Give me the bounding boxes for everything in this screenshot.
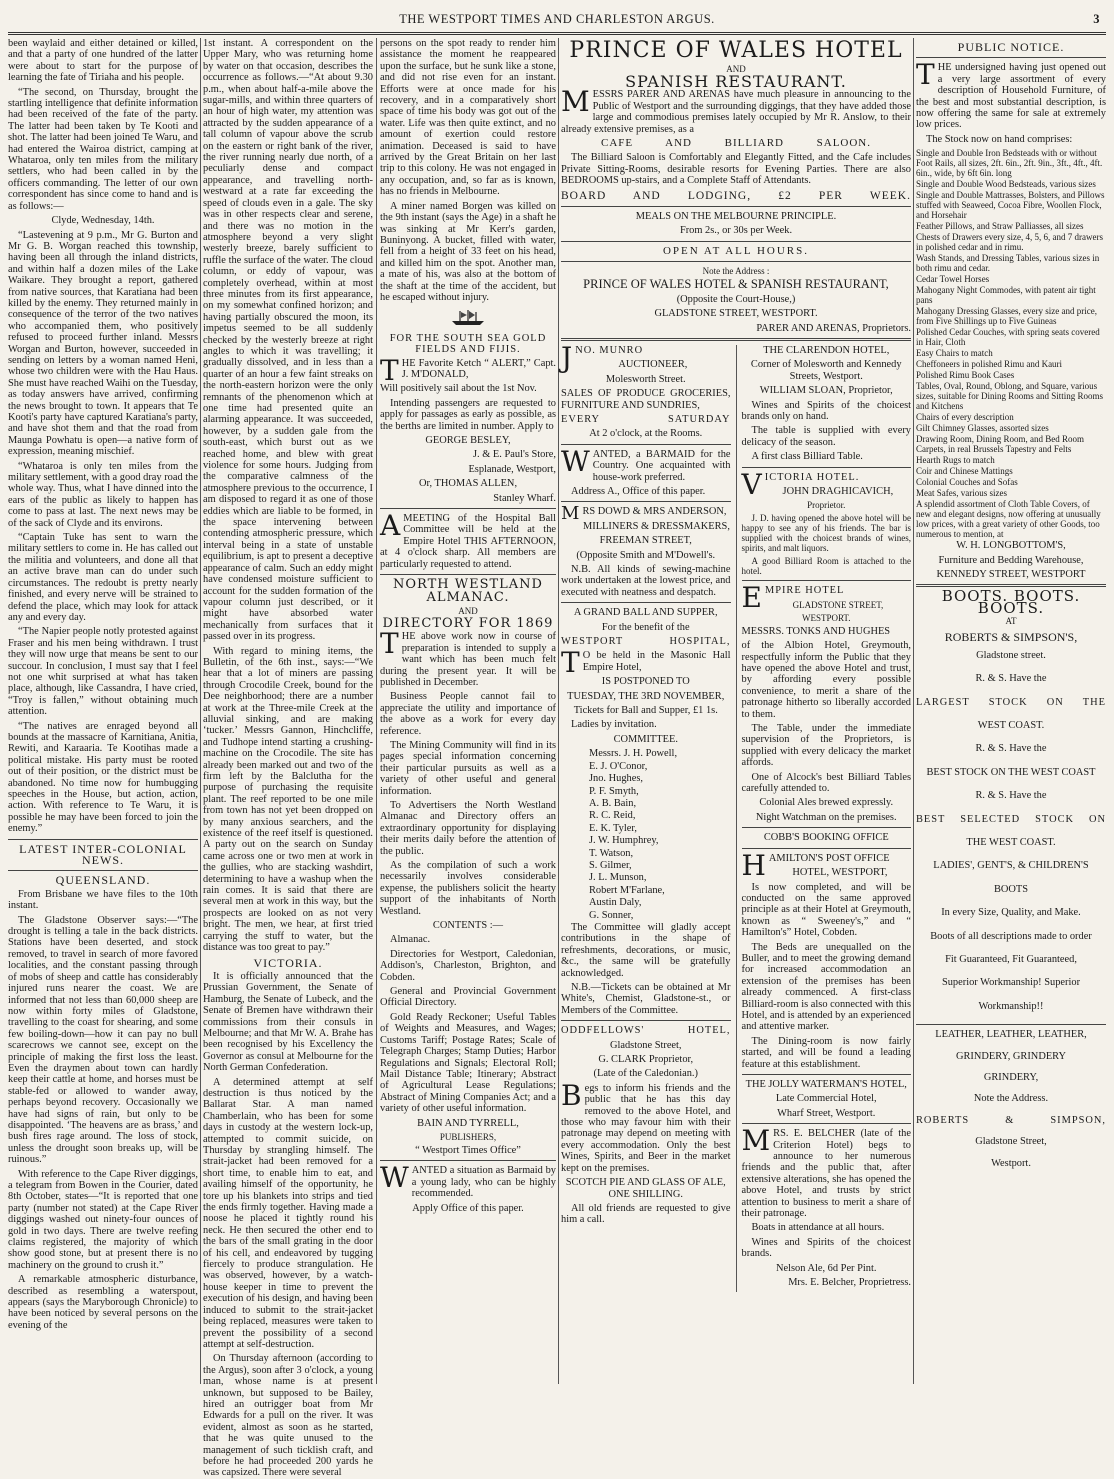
ad-text: Proprietor. (807, 500, 846, 511)
list-item: Polished Cedar Couches, with spring seats covered in Hair, Cloth (916, 327, 1100, 348)
ad-text: R. & S. Have the (975, 743, 1047, 755)
list-item: G. Sonner, (589, 909, 634, 921)
article-paragraph: “Lastevening at 9 p.m., Mr G. Burton and Mr G. B. Worgan reached this township, having been all through the inland districts, and within half a dozen miles of the Lake Waikare. They brought a report, gathered from native sources, that Karatiana had been killed by the enemy. They returned mainly in consequence of the terror of the two natives who accompanied them, who positively refused to proceed further inland. Messrs Worgan and Burton, however, succeeded in sending on letters by a woman named Heni, whose two children were with the Hau Haus. She must have reached Waihi on the Tuesday, as today answers have arrived, confirming the news brought to town. It appears that Te Kooti's party have captured Karatiana's party, and have shot them and that the road from Maunga Powhatu is open—a native form of expression, meaning mischief. (8, 229, 198, 458)
column-rule (376, 38, 377, 1384)
almanac-and: AND (458, 605, 478, 616)
list-item: T. Watson, (589, 847, 634, 859)
section-heading: LATEST INTER-COLONIAL NEWS. (19, 841, 187, 868)
contents-item: Directories for Westport, Caledonian, Addison's, Charleston, Brighton, and Cobden. (380, 948, 556, 983)
divider (561, 206, 911, 207)
divider (8, 839, 198, 840)
list-item: Tables, Oval, Round, Oblong, and Square, various sizes, suitable for Dining Rooms and Sitting Rooms and Kitchens (916, 381, 1103, 412)
newspaper-title: THE WESTPORT TIMES AND CHARLESTON ARGUS. (399, 12, 715, 26)
list-item: Robert M'Farlane, (589, 884, 665, 896)
drop-cap: H (741, 848, 766, 882)
list-item: A. B. Bain, (589, 797, 637, 809)
column-1 (8, 38, 198, 1384)
article-paragraph: been waylaid and either detained or killed, and that a party of one hundred of the latter were about to start for the purpose of learning the fate of Tiriaha and his people. (8, 38, 198, 84)
ad-sub: AUCTIONEER, (618, 359, 688, 371)
contents-heading: CONTENTS :— (432, 920, 504, 932)
dateline: Clyde, Wednesday, 14th. (51, 215, 155, 227)
page-number: 3 (1093, 12, 1100, 26)
column-rule (558, 38, 559, 1384)
hotel-subtitle: SPANISH RESTAURANT. (625, 72, 847, 91)
article-paragraph: From Brisbane we have files to the 10th instant. (8, 888, 198, 912)
ad-sub: HOTEL, WESTPORT, (792, 867, 888, 879)
drop-cap: A (380, 509, 401, 543)
list-item: Cheffoneers in polished Rimu and Kauri (916, 359, 1063, 370)
ad-text: WILLIAM SLOAN, Proprietor, (759, 385, 893, 397)
divider (916, 57, 1106, 58)
drop-cap: E (741, 581, 762, 615)
divider (8, 870, 198, 871)
ad-text: HE Favorite Ketch “ ALERT,” Capt. J. M'DONALD, (401, 357, 556, 380)
ad-text: Fit Guaranteed, Fit Guaranteed, (945, 953, 1077, 965)
article-paragraph: “The Napier people notly protested against Fraser and his men being withdrawn. I trust they will now urge that means be sent to our succour. In conclusion, I must say that I feel not one whit surprised at what has taken place, although, like Cassandra, I have cried, “Troy is fallen,” without obtaining much attention. (8, 626, 198, 718)
ad-agent: J. & E. Paul's Store, (473, 449, 556, 461)
list-item: J. W. Humphrey, (589, 835, 659, 847)
ad-sub: MESSRS. TONKS AND HUGHES (741, 625, 891, 637)
address-heading: PRINCE OF WALES HOTEL & SPANISH RESTAURANT, (583, 277, 889, 292)
drop-cap: T (561, 646, 580, 680)
ad-column-left (561, 340, 731, 1292)
ad-heading: WESTPORT HOSPITAL, (561, 636, 731, 648)
list-item: Mahogany Dressing Glasses, every size and price, from Five Shillings up to Five Guineas (916, 306, 1097, 327)
divider (742, 827, 912, 828)
ad-text: KENNEDY STREET, WESTPORT (936, 569, 1086, 581)
ad-heading: ICTORIA HOTEL. (764, 471, 860, 483)
ad-text: Will positively sail about the 1st Nov. (380, 383, 537, 395)
drop-cap: T (380, 353, 399, 387)
ad-text: N.B. All kinds of sewing-machine work undertaken at the lowest price, and executed with neatness and despatch. (561, 564, 731, 598)
article-paragraph: A miner named Borgen was killed on the 9th instant (says the Age) in a shaft he was sinking at Mr Kerr's garden, Buninyong. A bucket, filled with water, fell from a height of 33 feet on his head, and killed him on the spot. Another man, a mate of his, was also at the bottom of the shaft at the time of the accident, but he escaped without injury. (380, 200, 556, 303)
ad-text: IS POSTPONED TO (601, 676, 690, 688)
ad-heading: BOOTS (993, 883, 1029, 895)
ad-text: HE undersigned having just opened out a very large assortment of every description of Household Furniture, of the best and most substantial description, is now offering the same for sale at extremely low prices. (916, 62, 1106, 131)
article-paragraph: “The natives are enraged beyond all bounds at the massacre of Karnitiana, Anitia, Rewiti, and Karaaria. Te Kootihas made a political mistake. His party must be rooted out of their position, or the district must be abandoned. No time now for humbugging speeches in the House, but action, action, action. With reference to Te Waru, it is possible he may have been forced to join the enemy.” (8, 720, 198, 835)
contents-item: General and Provincial Government Official Directory. (380, 986, 556, 1009)
ad-heading: BEST SELECTED STOCK ON (916, 813, 1106, 825)
ad-heading: LARGEST STOCK ON THE (916, 696, 1106, 708)
ad-heading: SCOTCH PIE AND GLASS OF ALE, ONE SHILLING. (565, 1177, 726, 1200)
ad-text: RS. E. BELCHER (late of the Criterion Hotel) begs to announce to her numerous friends and the public that, after extensive alterations, she has opened the above Hotel, and trusts by strict attention to business to merit a share of their patronage. (741, 1128, 911, 1220)
list-item: S. Gilmer, (589, 859, 632, 871)
divider (561, 501, 731, 502)
list-item: Coir and Chinese Mattings (916, 466, 1013, 477)
ad-text: Molesworth Street. (605, 373, 686, 385)
ad-text: All old friends are requested to give him a call. (561, 1202, 731, 1226)
article-paragraph: With regard to mining items, the Bulletin, of the 6th inst., says:—“We hear that a lot of miners are passing through Crocodile Creek, bound for the Dee neighborhood; there are a number at work at the Three-mile Creek at the alluvial sinking, and are making ‘tucker.’ Messrs Gannon, Hinchcliffe, and Tudhope intend starting a crushing-machine on the Crocodile. The site has already been marked out and two of the firm left by the Balclutha for the purpose of purchasing the requisite plant. The reef reported to be one mile from town has not yet been dropped on by many anxious searchers, and the existence of the reef itself is questioned. A party out on the search on Sunday came across one or two men at work in the gullies, who are stacking washdirt, determining to have a washup when the rain comes. It is said that there are several men at work in this way, but the prospects are looked on as not very bright. The men, we hear, at first tried carrying the stuff to water, but the distance was too great to pay.” (203, 645, 373, 954)
article-paragraph: On Thursday afternoon (according to the Argus), soon after 3 o'clock, a young man, whose name is at present unknown, but supposed to be Bailey, hired an outrigger boat from Mr Edwards for a pull on the river. It was evident, almost as soon as he started, that he was quite unused to the management of such ticklish craft, and before he had proceeded 200 yards he was capsized. There were several (203, 1353, 373, 1479)
ad-text: As the compilation of such a work necessarily involves considerable expense, the publishers solicit the hearty support of the inhabitants of North Westland. (380, 860, 556, 917)
ad-text: Boats in attendance at all hours. (751, 1222, 885, 1234)
divider (742, 467, 912, 468)
ad-text: ESSRS PARER AND ARENAS have much pleasure in announcing to the Public of Westport and the surrounding diggings, that they have added those large and commodious premises lately occupied by Mr R. Anslow, to their already extensive premises, as a (561, 89, 911, 135)
ad-text: Ladies by invitation. (571, 719, 657, 731)
divider (916, 1024, 1106, 1025)
ad-heading: W. H. LONGBOTTOM'S, (956, 540, 1066, 552)
ad-text: To Advertisers the North Westland Almanac and Directory offers an extraordinary opportunity for displaying their merits daily before the attention of the public. (380, 799, 556, 857)
meals-price: From 2s., or 30s per Week. (679, 225, 793, 237)
ad-text: R. & S. Have the (975, 673, 1047, 685)
ad-heading: A GRAND BALL AND SUPPER, (573, 607, 718, 619)
board-heading: BOARD AND LODGING, £2 PER WEEK. (561, 189, 911, 202)
ad-text: Gladstone street. (976, 649, 1046, 661)
list-item: Austin Daly, (589, 897, 642, 909)
article-paragraph: With reference to the Cape River diggings, a telegram from Bowen in the Courier, dated 8th October, states—“It is reported that one party (number not stated) at the Cape River diggings washed out ninety-four ounces of gold in two days. There are twelve reefing claims registered, the majority of which show good stone, but at present there is no machinery on the ground to crush it.” (8, 1168, 198, 1271)
ad-heading: GRINDERY, (983, 1072, 1039, 1083)
list-item: Easy Chairs to match (916, 348, 993, 359)
hotel-and: AND (726, 64, 746, 74)
subsection-heading: QUEENSLAND. (55, 873, 151, 888)
ad-text: SALES OF PRODUCE GROCERIES, FURNITURE AND SUNDRIES, (561, 388, 731, 411)
ad-text: Gladstone Street, (975, 1136, 1047, 1148)
ad-text: The Table, under the immediate supervision of the Proprietors, is supplied with every delicacy the market affords. (741, 723, 911, 769)
divider (742, 1074, 912, 1075)
divider (561, 338, 911, 341)
ad-text: Intending passengers are requested to apply for passages as early as possible, as the berths are limited in number. Apply to (380, 397, 556, 432)
note-label: Note the Address : (702, 266, 770, 277)
contents-item: Gold Ready Reckoner; Useful Tables of Weights and Measures, and Wages; Customs Tariff; Postage Rates; Scale of Telegraph Charges; Stamp Duties; Harbor Regulations and Signals; Electoral Roll; Mail Distance Table; Itinerary; Abstract of Agricultural Lease Regulations; Abstract of Mining Companies Act; and a variety of other useful information. (380, 1011, 556, 1115)
article-paragraph: A determined attempt at self destruction is thus noticed by the Ballarat Star. A man named Chamberlain, who has been for some days in custody at the western lock-up, attempted to commit suicide, on Thursday by strangling himself. The strait-jacket had been removed for a short time, to enable him to eat, and availing himself of the opportunity, he tore up his blankets into strips and tied the ends firmly together. Having made a noose he placed it tightly round his neck. He then secured the other end to the bars of the small grating in the door of his cell, and endeavored by tugging fiercely to produce strangulation. He was observed, however, by a watch-house keeper in time to prevent the execution of his design, and having been induced to submit to the strait-jacket being replaced, measures were taken to prevent the possibility of a second attempt at self-destruction. (203, 1076, 373, 1350)
ad-heading: NO. MUNRO (575, 344, 644, 356)
ad-text: Business People cannot fail to appreciate the utility and importance of the above as a work for every day reference. (380, 691, 556, 737)
ad-text: (Late of the Caledonian.) (593, 1068, 698, 1080)
ad-agent: Or, THOMAS ALLEN, (418, 478, 518, 490)
almanac-title: ALMANAC. (426, 590, 510, 606)
list-item: Feather Pillows, and Straw Palliasses, all sizes (916, 221, 1084, 232)
drop-cap: W (380, 1161, 409, 1195)
ad-text: EVERY SATURDAY (561, 413, 731, 425)
column-rule (200, 38, 201, 1384)
masthead (8, 6, 1106, 35)
list-item: A splendid assortment of Cloth Table Covers, of new and elegant designs, now offering at unusually low prices, with a great variety of other Goods, too numerous to mention, at (916, 499, 1101, 540)
ad-text: Furniture and Bedding Warehouse, (938, 554, 1084, 566)
ad-text: G. CLARK Proprietor, (598, 1054, 694, 1066)
article-paragraph: A remarkable atmospheric disturbance, described as resembling a waterspout, appears (says the Maryborough Chronicle) to have been noticed by several persons on the evening of the (8, 1274, 198, 1331)
ad-text: For the benefit of the (601, 621, 690, 633)
ad-text: Colonial Ales brewed expressly. (759, 797, 894, 809)
address-line: (Opposite the Court-House,) (676, 293, 796, 305)
hotel-title: PRINCE OF WALES HOTEL (569, 38, 903, 63)
ad-text: The Mining Community will find in its pages special information concerning their particular pursuits as well as a variety of other useful and general information. (380, 739, 556, 797)
drop-cap: T (380, 627, 399, 661)
ad-text: of the Albion Hotel, Greymouth, respectfully inform the Public that they have opened the above Hotel and trust, by affording every possible convenience, to merit a share of the patronage hitherto so liberally accorded to them. (741, 640, 911, 720)
article-paragraph: “The second, on Thursday, brought the startling intelligence that definite information had been received of the fate of the party. The latter had been taken by Te Kooti and shot. The latter had been joined Te Waru, and had entered the Wairoa district, camping at Whataroa, only ten miles from the military settlers, who had been called in by the officers commanding. The letter of our own correspondent has since come to hand and is as follows:— (8, 86, 198, 212)
notice-heading: PUBLIC NOTICE. (957, 40, 1065, 54)
ad-text: The Beds are unequalled on the Buller, and to meet the growing demand for increased accommodation an extension of the premises has been already commenced. A first-class Billiard-room is also connected with this Hotel, and is attended by an experienced and attentive marker. (741, 941, 911, 1033)
list-item: R. C. Reid, (589, 810, 636, 822)
ad-heading: WEST COAST. (977, 719, 1045, 731)
ad-text: At 2 o'clock, at the Rooms. (589, 428, 703, 440)
ad-agent: Esplanade, Westport, (468, 463, 556, 475)
almanac-title: NORTH WESTLAND (393, 577, 543, 593)
list-item: Single and Double Mattrasses, Bolsters, and Pillows stuffed with Seaweed, Cocoa Fibre, Woollen Flock, and Horsehair (916, 190, 1105, 221)
ad-heading: LEATHER, LEATHER, LEATHER, (935, 1029, 1087, 1041)
ad-text: Tickets for Ball and Supper, £1 1s. (573, 705, 718, 717)
article-paragraph: 1st instant. A correspondent on the Upper Mary, who was returning home by water on that occasion, describes the occurrence as follows.—“At about 9.30 p.m., when about half-a-mile above the sugar-mills, and within three quarters of an hour of high water, my attention was attracted by the sudden appearance of a tall column of vapour above the scrub on the eastern or right bank of the river, the river running nearly due north, of a peculiarly dense and compact appearance, and travelling north-westward at a rate far exceeding the speed of clouds even in a gale. The sky was in other respects clear and serene, and there was no motion in the atmosphere beyond a very slight westerly breeze, barely sufficient to ruffle the surface of the water. The cloud column, or eddy of vapour, was completely overhead, within at most three minutes from its first appearance, on my somewhat confined horizon; and having partially obscured the moon, its impetus seemed to be all suddenly checked by the westerly breeze at right angles to which it was travelling; it gradually dissolved, and in less than a quarter of an hour a few faint streaks on the north-eastern horizon were the only remnants of the phenomenon which at one time had presented quite an alarming appearance. It was succeeded, however, by a sudden gale from the south-east, which burst out as we reached home, and blew with great violence for some hours. Judging from the comparative calmness of the atmosphere previous to the occurrence, I am disposed to regard it as one of those eddies which are liable to be formed, in the space intervening between contending atmospheric pressure, which interval being in a state of unstable equilibrium, is apt to present a deceptive appearance of calm. Such an eddy might have condensed moisture sufficient to account for the sudden formation of the vapour column just described, or it might have absorbed water mechanically from surfaces that it passed over in its progress. (203, 38, 373, 643)
ad-heading: ROBERTS & SIMPSON, (916, 1114, 1106, 1126)
ad-text: The Billiard Saloon is Comfortably and Elegantly Fitted, and the Cafe includes Private Sitting-Rooms, desirable resorts for Evening Parties. There are also BEDROOMS up-stairs, and a Complete Staff of Attendants. (561, 152, 911, 187)
column-2 (203, 38, 373, 1479)
ad-agent: GEORGE BESLEY, (425, 435, 511, 446)
ad-text: ANTED, a BARMAID for the Country. One acquainted with house-work preferred. (592, 448, 731, 483)
drop-cap: W (561, 444, 590, 478)
divider (380, 574, 556, 575)
ad-heading: ODDFELLOWS' HOTEL, (561, 1025, 731, 1037)
list-item: Messrs. J. H. Powell, (589, 748, 678, 760)
article-paragraph: It is officially announced that the Prussian Government, the Senate of Hamburg, the Senate of Lubeck, and the Senate of Bremen have withdrawn their commissions from their consuls in Melbourne; and that Mr W. A. Brahe has been recognised by his Excellency the Governor as consul at Melbourne for the North German Confederation. (203, 970, 373, 1074)
drop-cap: M (561, 503, 580, 525)
ad-text: WESTPORT. (801, 612, 851, 623)
column-4 (561, 38, 911, 1384)
ad-text: The table is supplied with every delicacy of the season. (741, 425, 911, 448)
list-item: Polished Rimu Book Cases (916, 370, 1015, 381)
ad-text: J. D. having opened the above hotel will be happy to see any of his friends. The bar is supplied with the choicest brands of wines, spirits, and malt liquors. (741, 513, 911, 554)
ad-text: HE above work now in course of preparation is intended to supply a want which has been much felt during the present year. It will be published in December. (380, 631, 556, 688)
list-item: P. F. Smyth, (589, 785, 639, 797)
drop-cap: J (561, 340, 573, 374)
ad-text: The Committee will gladly accept contributions in the shape of refreshments, decorations, or music, &c., the same will be gratefully acknowledged. (561, 921, 731, 979)
article-paragraph: “Whataroa is only ten miles from the military settlement, with a good dray road the whole way. Thus, what I have dinned into the ears of the public as likely to happen has come to pass at last. The next news may be of the sack of Clyde and its environs. (8, 460, 198, 529)
ad-text: AT (1005, 616, 1017, 627)
proprietors: PARER AND ARENAS, Proprietors. (756, 322, 911, 334)
subsection-heading: VICTORIA. (253, 955, 323, 970)
ad-text: MEETING of the Hospital Ball Committee will be held at the Empire Hotel THIS AFTERNOON, at 4 o'clock sharp. All members are particularly requested to attend. (380, 513, 556, 570)
ad-text: Nelson Ale, 6d Per Pint. (776, 1262, 877, 1274)
divider (380, 508, 556, 509)
open-heading: OPEN AT ALL HOURS. (662, 244, 810, 257)
divider (742, 848, 912, 849)
ad-text: A good Billiard Room is attached to the hotel. (741, 556, 911, 577)
drop-cap: V (741, 467, 762, 501)
list-item: Mahogany Night Commodes, with patent air tight pans (916, 285, 1096, 306)
list-item: Drawing Room, Dining Room, and Bed Room Carpets, in real Brussels Tapestry and Felts (916, 434, 1084, 455)
ad-heading: LADIES', GENT'S, & CHILDREN'S (933, 860, 1089, 872)
ad-text: Gladstone Street, (609, 1039, 682, 1051)
ad-text: TUESDAY, THE 3RD NOVEMBER, (567, 690, 725, 702)
ad-text: One of Alcock's best Billiard Tables carefully attended to. (741, 771, 911, 795)
committee-heading: COMMITTEE. (613, 733, 678, 745)
ad-text: Workmanship!! (978, 1000, 1044, 1012)
list-item: Single and Double Wood Bedsteads, various sizes (916, 179, 1096, 190)
list-item: E. K. Tyler, (589, 822, 638, 834)
ad-text: Night Watchman on the premises. (755, 811, 897, 823)
cafe-heading: CAFE AND BILLIARD SALOON. (601, 137, 871, 150)
divider (561, 261, 911, 262)
meals-heading: MEALS ON THE MELBOURNE PRINCIPLE. (635, 211, 837, 223)
contents-item: Almanac. (390, 934, 431, 946)
divider (742, 580, 912, 581)
ad-heading: THE WEST COAST. (966, 836, 1056, 848)
ad-text: O be held in the Masonic Hall Empire Hotel, (582, 650, 731, 673)
list-item: Hearth Rugs to match (916, 455, 995, 466)
ad-text: Mrs. E. Belcher, Proprietress. (788, 1277, 911, 1289)
ad-agent: Stanley Wharf. (493, 492, 556, 504)
drop-cap: T (916, 58, 935, 92)
list-item: Cedar Towel Horses (916, 274, 990, 285)
ad-text: Wharf Street, Westport. (777, 1107, 876, 1119)
list-item: Colonial Couches and Sofas (916, 477, 1018, 488)
drop-cap: M (561, 85, 590, 119)
publisher: “ Westport Times Office” (415, 1144, 521, 1156)
ad-heading: AMILTON'S POST OFFICE (768, 852, 890, 864)
publisher: PUBLISHERS, (439, 1131, 497, 1142)
list-item: Meat Safes, various sizes (916, 488, 1007, 499)
divider (561, 602, 731, 603)
drop-cap: M (741, 1124, 771, 1158)
list-item: Jno. Hughes, (589, 773, 643, 785)
ad-heading: BEST STOCK ON THE WEST COAST (926, 766, 1096, 778)
ad-text: (Opposite Smith and M'Dowell's. (576, 549, 716, 561)
ad-text: Westport. (991, 1157, 1031, 1169)
list-item: E. J. O'Conor, (589, 760, 648, 772)
publisher: BAIN AND TYRRELL, (417, 1117, 519, 1129)
ad-sub: JOHN DRAGHICAVICH, (782, 485, 894, 497)
ship-icon (380, 309, 556, 328)
ad-text: R. & S. Have the (975, 790, 1047, 802)
stock-list (916, 148, 1106, 539)
ad-text: N.B.—Tickets can be obtained at Mr White's, Chemist, Gladstone-st., or Members of the Committee. (561, 982, 731, 1016)
list-item: Gilt Chimney Glasses, assorted sizes (916, 423, 1049, 434)
ad-heading: RS DOWD & MRS ANDERSON, (582, 506, 727, 518)
ad-heading: FOR THE SOUTH SEA GOLD FIELDS AND FIJIS. (389, 332, 547, 356)
ad-text: FREEMAN STREET, (599, 535, 692, 547)
ad-heading: COBB'S BOOKING OFFICE (763, 832, 889, 844)
ad-text: Is now completed, and will be conducted on the same approved principle as at their Hotel at Greymouth, known as “ Sweeney's,” and “ Hamilton's” Hotel, Cobden. (741, 881, 911, 939)
ad-heading: THE CLARENDON HOTEL, (763, 344, 890, 356)
column-5 (916, 38, 1106, 1384)
list-item: J. L. Munson, (589, 872, 647, 884)
column-3 (380, 38, 556, 1384)
ad-heading: GRINDERY, GRINDERY (955, 1050, 1067, 1062)
boots-heading: BOOTS. BOOTS. BOOTS. (941, 587, 1081, 617)
divider (561, 1020, 731, 1021)
ad-column-right (736, 345, 912, 1292)
article-paragraph: “Captain Tuke has sent to warn the military settlers to come in. He has called out the militia and volunteers, and done all that an active brave man can do under such circumstances. The redoubt is pretty nearly finished, and every nerve will be strained to defend the place, which may look for attack any and every day. (8, 532, 198, 623)
ad-text: Wines and Spirits of the choicest brands only on hand. (741, 399, 911, 422)
ad-text: GLADSTONE STREET, (792, 599, 884, 610)
ad-heading: THE JOLLY WATERMAN'S HOTEL, (745, 1079, 907, 1090)
ad-heading: MPIRE HOTEL (764, 585, 845, 597)
ad-text: Note the Address. (973, 1093, 1049, 1105)
ad-text: Corner of Molesworth and Kennedy Streets, Westport. (750, 359, 902, 382)
ad-text: Superior Workmanship! Superior (941, 977, 1081, 989)
article-paragraph: persons on the spot ready to render him assistance the moment he reappeared upon the surface, but he sunk like a stone, and did not rise even for an instant. Efforts were at once made for his recovery, and in a comparatively short space of time his body was got out of the water. Life was then quite extinct, and no amount of exertion could restore animation. Deceased is said to have arrived by the Great Britain on her last trip to this colony. He was not engaged in any occupation, and, so far as is known, has no friends in Melbourne. (380, 38, 556, 198)
almanac-title: DIRECTORY FOR 1869 (382, 615, 554, 631)
committee-list (561, 748, 731, 921)
list-item: Wash Stands, and Dressing Tables, various sizes in both rimu and cedar. (916, 253, 1100, 274)
address-line: GLADSTONE STREET, WESTPORT. (654, 308, 818, 320)
ad-text: Boots of all descriptions made to order (930, 930, 1092, 942)
list-item: Chairs of every description (916, 412, 1014, 423)
ad-text: Address A., Office of this paper. (571, 485, 706, 497)
ad-text: The Stock now on hand comprises: (926, 133, 1073, 145)
divider (561, 241, 911, 242)
ad-text: The Dining-room is now fairly started, and will be found a leading feature at this establishment. (741, 1035, 911, 1070)
ad-text: Apply Office of this paper. (412, 1202, 524, 1214)
drop-cap: B (561, 1078, 582, 1112)
ad-text: egs to inform his friends and the public that he has this day removed to the above Hotel, and those who may favour him with their patronage may depend on meeting with every accommodation. Only the best Wines, Spirits, and Beer in the market kept on the premises. (561, 1082, 731, 1174)
list-item: Chests of Drawers every size, 4, 5, 6, and 7 drawers in polished cedar and in rimu. (916, 232, 1103, 253)
list-item: Single and Double Iron Bedsteads with or without Foot Rails, all sizes, 2ft. 6in., 2ft. 9in., 3ft., 4ft., 4ft. 6in., wide, by 6ft 6in. long (916, 148, 1103, 179)
ad-heading: ROBERTS & SIMPSON'S, (944, 630, 1078, 645)
ad-sub: MILLINERS & DRESSMAKERS, (583, 520, 730, 532)
column-rule (913, 38, 914, 1384)
ad-text: Late Commercial Hotel, (775, 1093, 877, 1105)
ad-text: In every Size, Quality, and Make. (941, 907, 1081, 919)
ad-text: A first class Billiard Table. (751, 451, 863, 463)
ad-text: ANTED a situation as Barmaid by a young lady, who can be highly recommended. (411, 1165, 556, 1200)
ad-text: Wines and Spirits of the choicest brands. (741, 1236, 911, 1260)
article-paragraph: The Gladstone Observer says:—“The drought is telling a tale in the back districts. Stations have been deserted, and stock removed, to travel in search of more favored localities, and the constant passing through of mobs of sheep and cattle has considerably injured runs nearer the coast. We are informed that not less than 60,000 sheep are now within forty miles of Gladstone, travelling to the coast for shearing, and some few boiling-down—how it can pay no bull scarecrows we cannot see, except on the principle of making the first loss the least. Even the draymen about town can hardly keep their cattle at home, and horses must be stable-fed or allowed to wander away, perhaps beyond recovery. Occasionally we have had signs of rain, but only to be disappointed. ‘The heavens are as brass,’ and bush fires rage around. The loss of stock, unless the drought soon breaks up, will be ruinous.” (8, 914, 198, 1166)
